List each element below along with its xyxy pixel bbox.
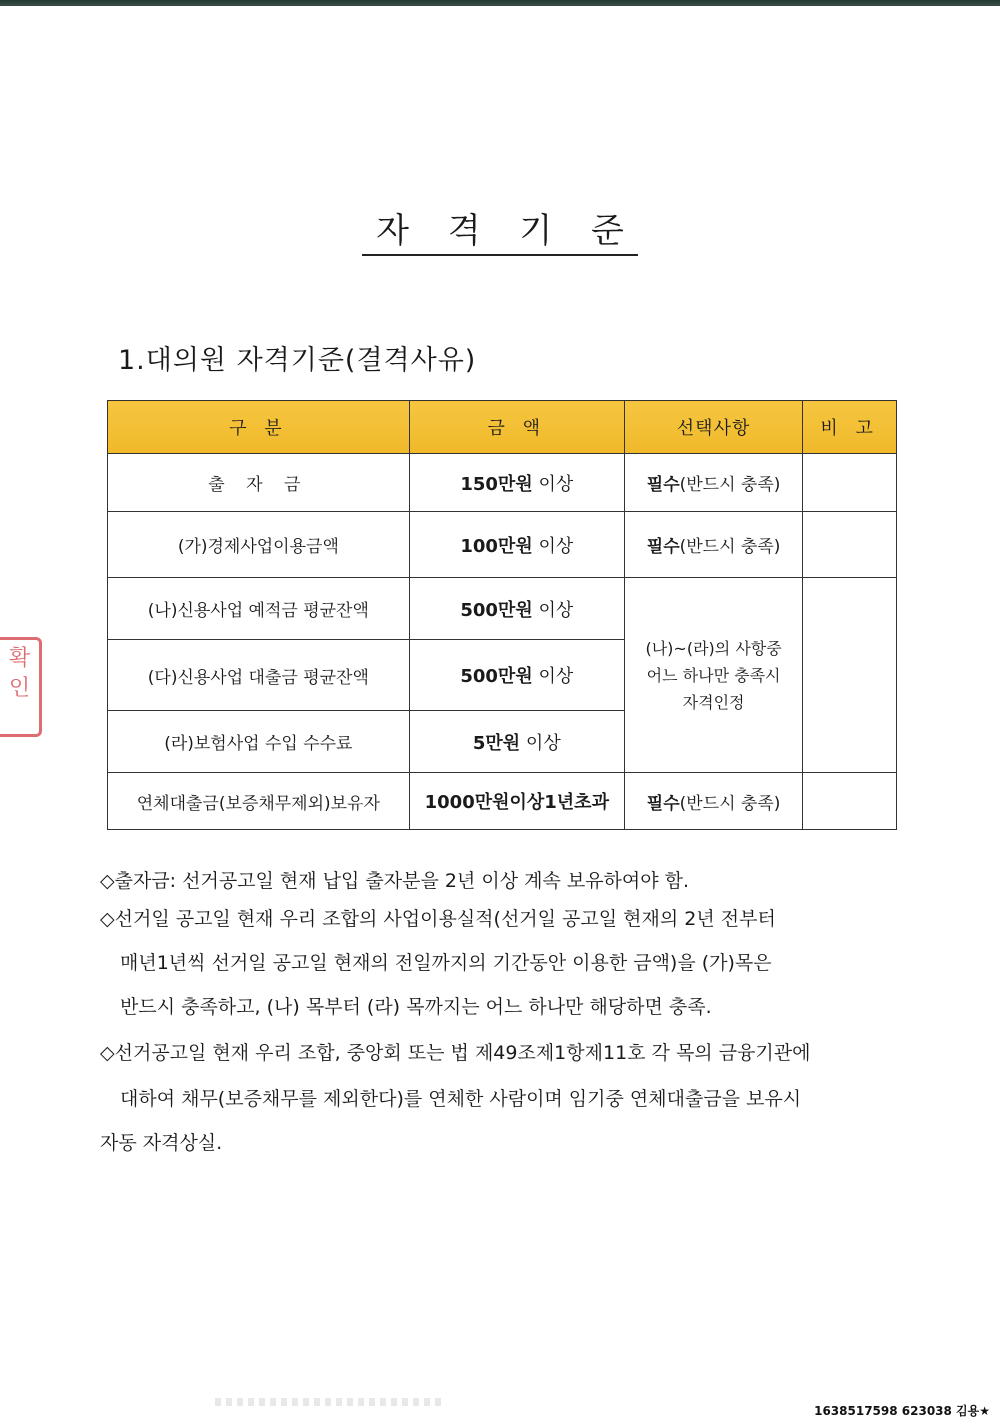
row-amount bbox=[409, 512, 624, 578]
group-note-line: 어느 하나만 충족시 bbox=[646, 665, 781, 685]
seal-stamp bbox=[0, 637, 42, 737]
amount-suffix: 이상 bbox=[532, 473, 574, 495]
header-remark: 비 고 bbox=[803, 401, 897, 454]
amount-suffix: 이상 bbox=[520, 732, 561, 754]
row-amount bbox=[409, 640, 624, 711]
requirement-detail: (반드시 충족) bbox=[679, 475, 781, 495]
requirement-key: 필수 bbox=[646, 537, 680, 557]
note-line: 자동 자격상실. bbox=[100, 1132, 223, 1154]
page-title-text: 자 격 기 준 bbox=[362, 210, 638, 256]
faint-scan-marks bbox=[215, 1398, 445, 1406]
scan-top-edge bbox=[0, 0, 1000, 6]
row-amount bbox=[409, 711, 624, 773]
amount-number: 1000만원이상1년초과 bbox=[424, 792, 609, 813]
amount-suffix: 이상 bbox=[532, 535, 574, 557]
row-remark bbox=[803, 512, 897, 578]
header-category: 구 분 bbox=[108, 401, 410, 454]
amount-suffix: 이상 bbox=[532, 666, 574, 687]
table-header-row bbox=[108, 401, 897, 454]
amount-number: 150만원 bbox=[460, 473, 533, 495]
row-item: (라)보험사업 수입 수수료 bbox=[108, 711, 410, 773]
row-remark bbox=[803, 454, 897, 512]
row-item: (다)신용사업 대출금 평균잔액 bbox=[108, 640, 410, 711]
group-requirement-note bbox=[624, 578, 802, 773]
row-item: (나)신용사업 예적금 평균잔액 bbox=[108, 578, 410, 640]
note-line: 대하여 채무(보증채무를 제외한다)를 연체한 사람이며 임기중 연체대출금을 보유시 bbox=[120, 1088, 802, 1110]
row-requirement bbox=[624, 512, 802, 578]
row-item: (가)경제사업이용금액 bbox=[108, 512, 410, 578]
group-remark bbox=[803, 578, 897, 773]
footer-document-id: 1638517598 623038 김용★ bbox=[814, 1404, 990, 1418]
criteria-table bbox=[107, 400, 897, 830]
requirement-detail: (반드시 충족) bbox=[679, 537, 781, 557]
group-note-line: 자격인정 bbox=[682, 692, 745, 712]
header-amount: 금 액 bbox=[409, 401, 624, 454]
note-line: ◇선거공고일 현재 우리 조합, 중앙회 또는 법 제49조제1항제11호 각 목의 금융기관에 bbox=[100, 1042, 811, 1064]
amount-number: 500만원 bbox=[460, 666, 533, 687]
note-line: ◇선거일 공고일 현재 우리 조합의 사업이용실적(선거일 공고일 현재의 2년 전부터 bbox=[100, 908, 776, 930]
requirement-key: 필수 bbox=[646, 793, 680, 814]
table-row bbox=[108, 578, 897, 640]
table-row bbox=[108, 773, 897, 830]
amount-suffix: 이상 bbox=[532, 599, 574, 621]
row-item: 연체대출금(보증채무제외)보유자 bbox=[108, 773, 410, 830]
note-line: ◇출자금: 선거공고일 현재 납입 출자분을 2년 이상 계속 보유하여야 함. bbox=[100, 870, 690, 892]
page-title bbox=[0, 210, 1000, 256]
row-remark bbox=[803, 773, 897, 830]
row-requirement bbox=[624, 454, 802, 512]
section-heading: 1.대의원 자격기준(결격사유) bbox=[118, 345, 477, 376]
row-item: 출 자 금 bbox=[108, 454, 410, 512]
requirement-detail: (반드시 충족) bbox=[679, 793, 781, 814]
row-amount bbox=[409, 578, 624, 640]
requirement-key: 필수 bbox=[646, 475, 680, 495]
amount-number: 500만원 bbox=[460, 599, 533, 621]
row-amount bbox=[409, 773, 624, 830]
note-line: 매년1년씩 선거일 공고일 현재의 전일까지의 기간동안 이용한 금액)을 (가)목은 bbox=[120, 952, 772, 974]
seal-stamp-text: 확인 bbox=[8, 646, 31, 701]
row-requirement bbox=[624, 773, 802, 830]
table-row bbox=[108, 454, 897, 512]
header-option: 선택사항 bbox=[624, 401, 802, 454]
amount-number: 5만원 bbox=[472, 732, 521, 754]
group-note-line: (나)~(라)의 사항중 bbox=[645, 638, 782, 658]
table-row bbox=[108, 512, 897, 578]
note-line: 반드시 충족하고, (나) 목부터 (라) 목까지는 어느 하나만 해당하면 충족. bbox=[120, 996, 712, 1018]
row-amount bbox=[409, 454, 624, 512]
amount-number: 100만원 bbox=[460, 535, 533, 557]
